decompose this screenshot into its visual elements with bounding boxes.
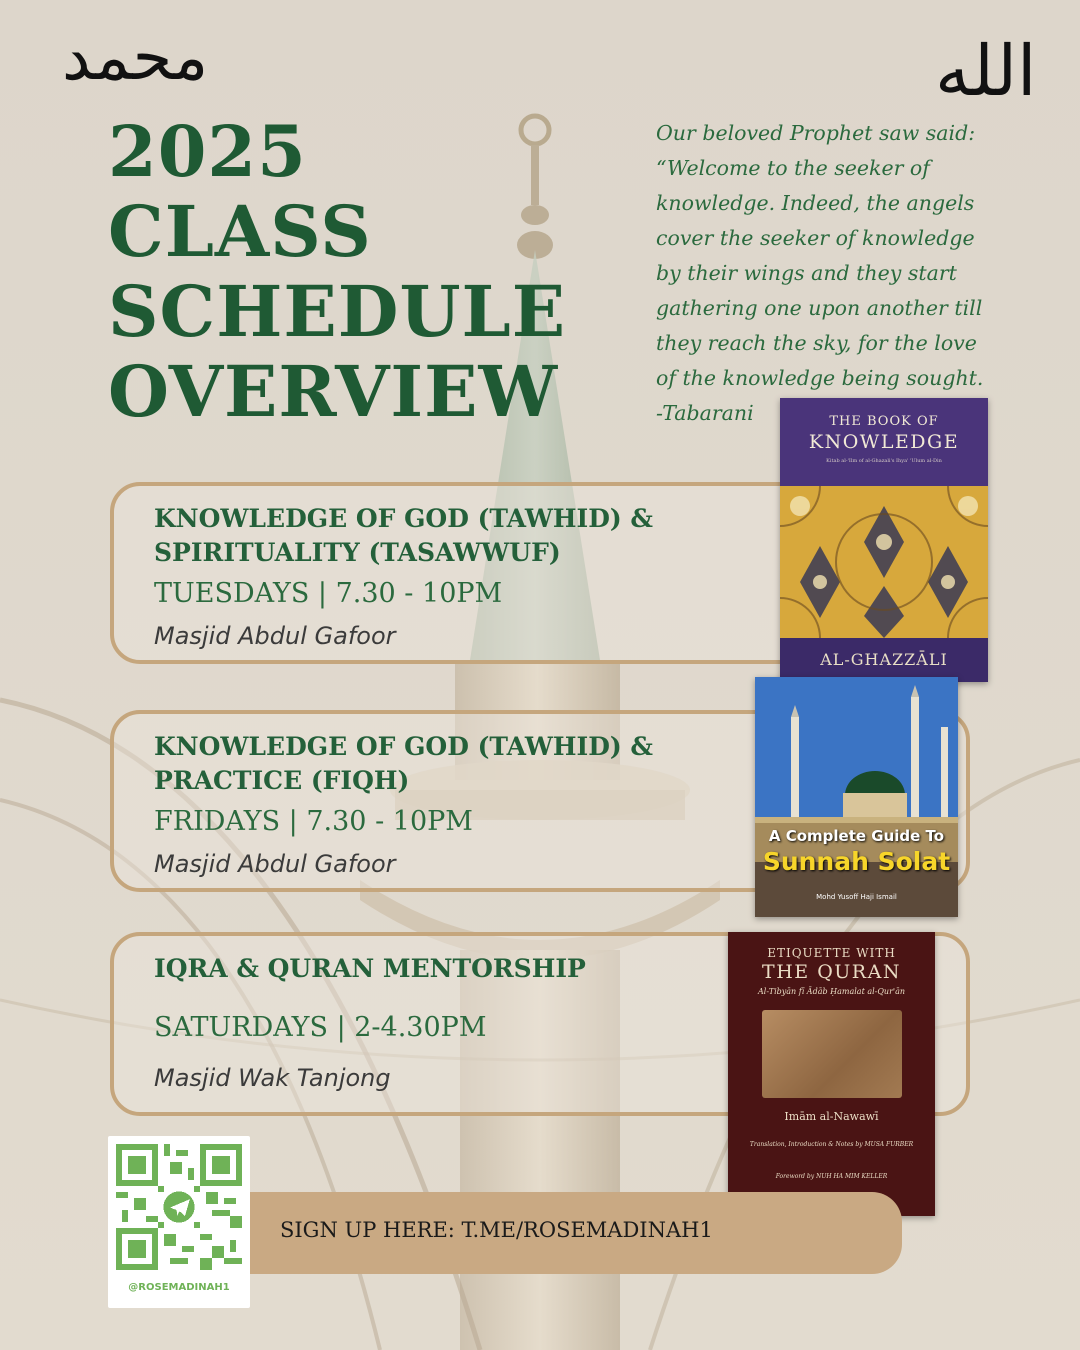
telegram-handle: @ROSEMADINAH1 xyxy=(128,1282,230,1293)
title-line: 2025 xyxy=(108,110,307,193)
allah-calligraphy: الله xyxy=(935,30,1037,112)
book-title-line1: A Complete Guide To xyxy=(768,827,945,845)
class-location: Masjid Wak Tanjong xyxy=(154,1064,391,1092)
quote-line: they reach the sky, for the love xyxy=(656,331,977,355)
title-line: SCHEDULE xyxy=(108,270,567,353)
book-title-line1: ETIQUETTE WITH xyxy=(767,946,896,960)
book-subtitle: Kitab al-'Ilm of al-Ghazali's Ihya' 'Ulum al-Din xyxy=(826,458,942,464)
class-card-tuesday xyxy=(110,482,810,664)
class-location: Masjid Abdul Gafoor xyxy=(154,850,396,878)
class-time: TUESDAYS | 7.30 - 10PM xyxy=(154,578,503,609)
class-title-line: KNOWLEDGE OF GOD (TAWHID) & xyxy=(154,504,653,533)
geometric-pattern-art xyxy=(780,486,988,638)
title-line: OVERVIEW xyxy=(108,350,559,433)
quote-line: cover the seeker of knowledge xyxy=(656,226,975,250)
class-title-line: KNOWLEDGE OF GOD (TAWHID) & xyxy=(154,732,653,761)
book-translator: Translation, Introduction & Notes by MUSA FURBER xyxy=(749,1141,914,1148)
muhammad-calligraphy: محمد xyxy=(62,21,209,95)
book-author: Imām al-Nawawī xyxy=(784,1110,879,1123)
quote-line: “Welcome to the seeker of xyxy=(656,156,930,180)
mosque-photo-art xyxy=(755,677,958,917)
quote-line: gathering one upon another till xyxy=(656,296,983,320)
quote-line: Our beloved Prophet saw said: xyxy=(656,121,976,145)
class-title xyxy=(154,502,653,570)
signup-banner[interactable] xyxy=(250,1192,902,1274)
class-title xyxy=(154,730,653,798)
book-title-top: THE BOOK OF xyxy=(829,414,939,429)
class-time: FRIDAYS | 7.30 - 10PM xyxy=(154,806,473,837)
book-foreword: Foreword by NUH HA MIM KELLER xyxy=(775,1173,888,1180)
quote-line: of the knowledge being sought. xyxy=(656,366,984,390)
class-title-line: IQRA & QURAN MENTORSHIP xyxy=(154,954,586,983)
title-line: CLASS xyxy=(108,190,372,273)
class-title-line: SPIRITUALITY (TASAWWUF) xyxy=(154,538,561,567)
class-title xyxy=(154,952,586,986)
book-author: Mohd Yusoff Haji Ismail xyxy=(816,893,897,901)
book-author: AL-GHAZZĀLI xyxy=(780,638,988,682)
class-location: Masjid Abdul Gafoor xyxy=(154,622,396,650)
book-title-main: KNOWLEDGE xyxy=(808,431,960,453)
quote-line: knowledge. Indeed, the angels xyxy=(656,191,975,215)
class-time: SATURDAYS | 2-4.30PM xyxy=(154,1012,487,1043)
book-cover-etiquette-quran xyxy=(728,932,935,1216)
book-cover-sunnah-solat xyxy=(755,677,958,917)
carved-calligraphy-art xyxy=(762,1010,902,1098)
hadith-quote xyxy=(656,116,1001,431)
book-header xyxy=(780,398,988,486)
qr-code[interactable] xyxy=(108,1136,250,1308)
signup-link[interactable]: SIGN UP HERE: T.ME/ROSEMADINAH1 xyxy=(280,1218,713,1242)
qr-code-pattern xyxy=(116,1144,242,1270)
class-title-line: PRACTICE (FIQH) xyxy=(154,766,410,795)
quote-source: -Tabarani xyxy=(656,401,754,425)
page-title xyxy=(108,112,608,432)
quote-line: by their wings and they start xyxy=(656,261,957,285)
book-title-line2: THE QURAN xyxy=(762,961,901,983)
book-cover-knowledge xyxy=(780,398,988,682)
book-subtitle: Al-Tibyān fī Ādāb Ḥamalat al-Qur'ān xyxy=(757,987,906,996)
book-title-line2: Sunnah Solat xyxy=(762,847,951,876)
